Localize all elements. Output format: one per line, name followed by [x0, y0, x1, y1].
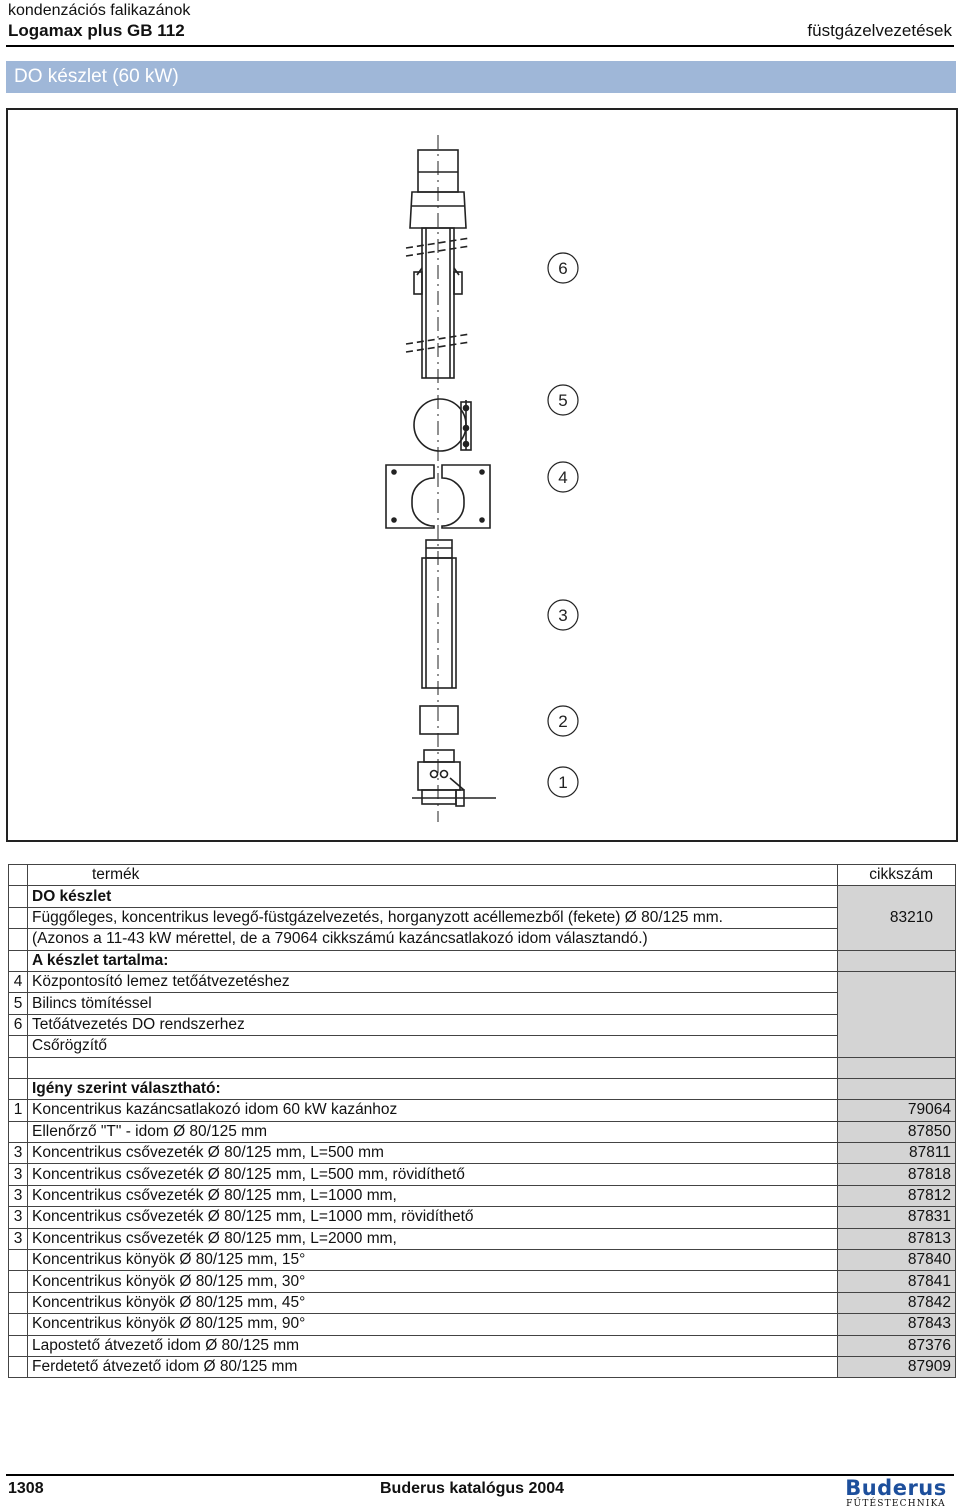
section-title-bar	[6, 61, 956, 93]
item-code: 87818	[838, 1164, 956, 1185]
item-code: 87841	[838, 1271, 956, 1292]
table-row	[9, 1271, 956, 1292]
buderus-logo	[840, 1478, 952, 1510]
item-code: 87842	[838, 1292, 956, 1313]
item-number: 3	[9, 1185, 28, 1206]
item-number: 4	[9, 971, 28, 992]
item-number: 3	[9, 1228, 28, 1249]
table-header-row	[9, 865, 956, 886]
table-row	[9, 1143, 956, 1164]
assembly-drawing-svg	[8, 110, 956, 840]
kit-description-2: (Azonos a 11-43 kW mérettel, de a 79064 cikkszámú kazáncsatlakozó idom választandó.)	[28, 929, 838, 950]
item-code: 87850	[838, 1121, 956, 1142]
assembly-drawing	[6, 108, 958, 842]
callout-label-4: 4	[558, 468, 568, 487]
item-code: 87811	[838, 1143, 956, 1164]
item-text: Koncentrikus csővezeték Ø 80/125 mm, L=1000 mm, rövidíthető	[28, 1207, 838, 1228]
table-row	[9, 1014, 956, 1035]
callout-label-6: 6	[558, 259, 568, 278]
product-column-header: termék	[28, 865, 838, 886]
logo-subtitle: FŰTÉSTECHNIKA	[846, 1499, 946, 1509]
clamp-part	[414, 399, 471, 451]
concentric-pipe-part	[422, 540, 456, 688]
table-row	[9, 1100, 956, 1121]
item-text: Koncentrikus csővezeték Ø 80/125 mm, L=2000 mm,	[28, 1228, 838, 1249]
optional-items	[9, 1100, 956, 1378]
optional-title-row	[9, 1078, 956, 1099]
item-code: 87376	[838, 1335, 956, 1356]
item-number	[9, 1271, 28, 1292]
item-number	[9, 1250, 28, 1271]
item-number: 1	[9, 1100, 28, 1121]
table-row	[9, 1036, 956, 1057]
kit-description-1: Függőleges, koncentrikus levegő-füstgázelvezetés, horganyzott acéllemezből (fekete) Ø 80/125 mm.	[28, 907, 838, 928]
item-text: Koncentrikus csővezeték Ø 80/125 mm, L=1000 mm,	[28, 1185, 838, 1206]
item-text: Csőrögzítő	[28, 1036, 838, 1057]
section-title: DO készlet (60 kW)	[14, 66, 179, 87]
item-text: Koncentrikus könyök Ø 80/125 mm, 45°	[28, 1292, 838, 1313]
table-row	[9, 1228, 956, 1249]
item-text: Tetőátvezetés DO rendszerhez	[28, 1014, 838, 1035]
item-code: 87909	[838, 1356, 956, 1377]
item-text: Bilincs tömítéssel	[28, 993, 838, 1014]
item-code: 87840	[838, 1250, 956, 1271]
item-number: 6	[9, 1014, 28, 1035]
item-number	[9, 1335, 28, 1356]
item-text: Koncentrikus csővezeték Ø 80/125 mm, L=500 mm	[28, 1143, 838, 1164]
kit-desc-row	[9, 929, 956, 950]
table-row	[9, 1314, 956, 1335]
header-rule	[6, 45, 954, 47]
table-row	[9, 1292, 956, 1313]
item-code: 87831	[838, 1207, 956, 1228]
table-row	[9, 1164, 956, 1185]
item-text: Koncentrikus könyök Ø 80/125 mm, 90°	[28, 1314, 838, 1335]
item-text: Koncentrikus könyök Ø 80/125 mm, 30°	[28, 1271, 838, 1292]
optional-title: Igény szerint választható:	[28, 1078, 838, 1099]
kit-title: DO készlet	[28, 886, 838, 907]
item-text: Központosító lemez tetőátvezetéshez	[28, 971, 838, 992]
contents-title-row	[9, 950, 956, 971]
callout-label-3: 3	[558, 606, 568, 625]
kit-title-row	[9, 886, 956, 907]
item-number: 3	[9, 1143, 28, 1164]
table-row	[9, 993, 956, 1014]
footer-rule	[6, 1474, 954, 1476]
item-number	[9, 1036, 28, 1057]
item-text: Koncentrikus könyök Ø 80/125 mm, 15°	[28, 1250, 838, 1271]
spacer-row	[9, 1057, 956, 1078]
table-row	[9, 1185, 956, 1206]
item-number: 3	[9, 1164, 28, 1185]
table-row	[9, 971, 956, 992]
item-number	[9, 1121, 28, 1142]
table-row	[9, 1250, 956, 1271]
boiler-connector-part	[412, 750, 496, 806]
item-code: 79064	[838, 1100, 956, 1121]
item-text: Koncentrikus csővezeték Ø 80/125 mm, L=500 mm, rövidíthető	[28, 1164, 838, 1185]
callout-label-5: 5	[558, 391, 568, 410]
contents-title: A készlet tartalma:	[28, 950, 838, 971]
item-text: Ellenőrző "T" - idom Ø 80/125 mm	[28, 1121, 838, 1142]
callout-label-1: 1	[558, 773, 568, 792]
item-number	[9, 1314, 28, 1335]
item-number: 3	[9, 1207, 28, 1228]
table-row	[9, 1207, 956, 1228]
table-row	[9, 1121, 956, 1142]
logo-name: Buderus	[845, 1476, 947, 1500]
item-number	[9, 1292, 28, 1313]
item-text: Koncentrikus kazáncsatlakozó idom 60 kW kazánhoz	[28, 1100, 838, 1121]
header-category: kondenzációs falikazánok	[8, 2, 191, 19]
parts-table	[8, 864, 956, 1378]
item-number	[9, 1356, 28, 1377]
item-code: 87843	[838, 1314, 956, 1335]
catalog-title: Buderus katalógus 2004	[380, 1480, 565, 1497]
inspection-piece-part	[420, 706, 458, 734]
item-text: Ferdetető átvezető idom Ø 80/125 mm	[28, 1356, 838, 1377]
header-section: füstgázelvezetések	[807, 21, 952, 40]
kit-code: 83210	[838, 886, 956, 950]
callout-label-2: 2	[558, 712, 568, 731]
table-row	[9, 1356, 956, 1377]
item-text: Lapostető átvezető idom Ø 80/125 mm	[28, 1335, 838, 1356]
item-code: 87812	[838, 1185, 956, 1206]
code-column-header: cikkszám	[838, 865, 956, 886]
item-number: 5	[9, 993, 28, 1014]
table-row	[9, 1335, 956, 1356]
kit-desc-row	[9, 907, 956, 928]
page-number: 1308	[8, 1480, 44, 1497]
item-code: 87813	[838, 1228, 956, 1249]
header-product: Logamax plus GB 112	[8, 21, 185, 40]
